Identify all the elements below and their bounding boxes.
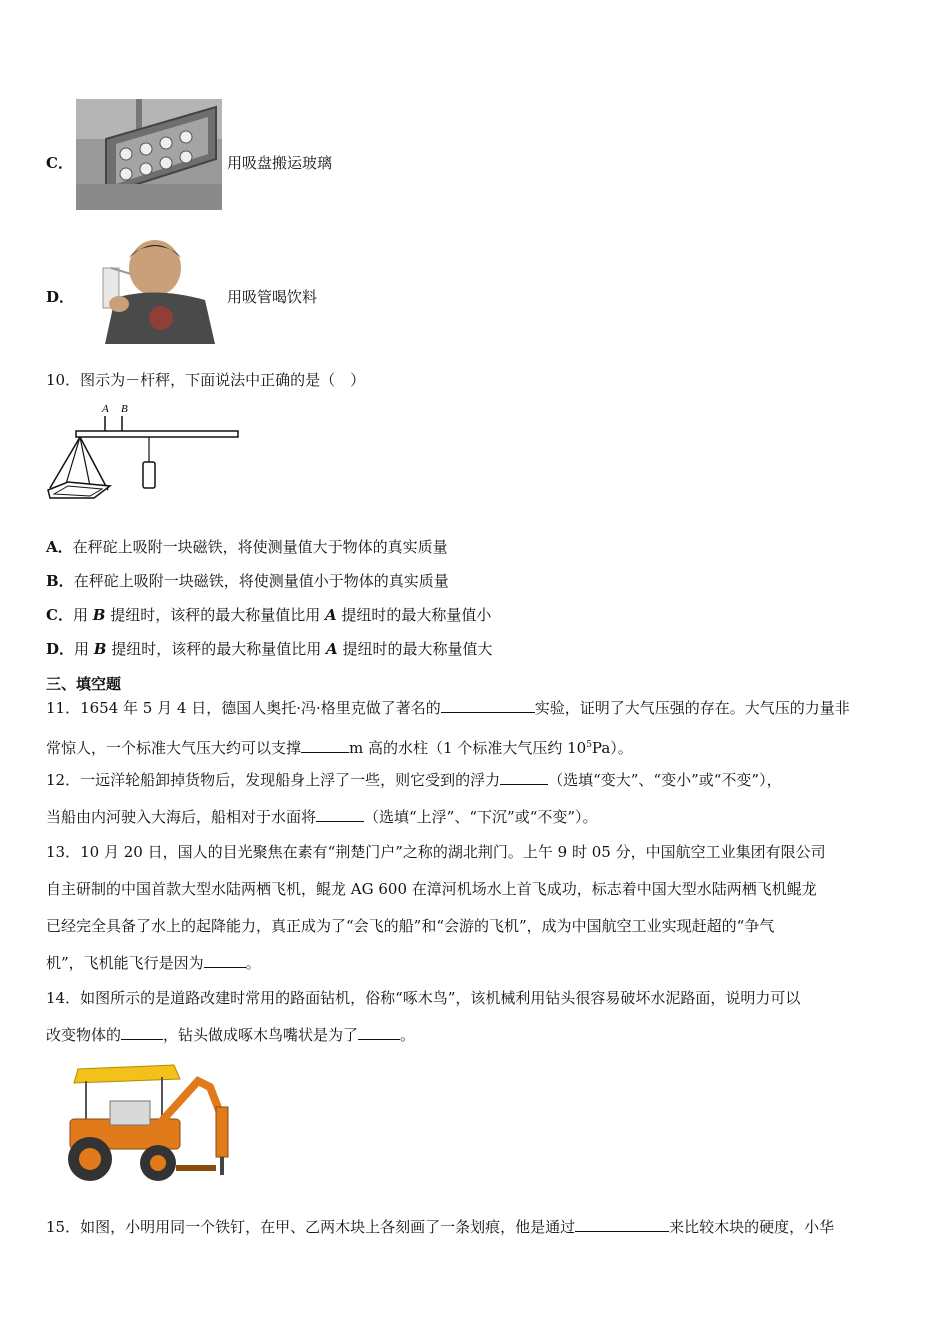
label-b: B — [121, 403, 128, 415]
q12-blank-1[interactable] — [500, 770, 548, 785]
q10-option-a-letter: A． — [46, 538, 73, 556]
q12-line2-a: 当船由内河驶入大海后，船相对于水面将 — [46, 808, 317, 826]
suction-cup-glass-photo — [76, 99, 222, 210]
q11-line1 — [46, 698, 850, 718]
label-a: A — [102, 403, 109, 415]
option-d-letter: D． — [46, 288, 75, 306]
q14-line2-b: ，钻头做成啄木鸟嘴状是为了 — [163, 1026, 359, 1044]
q15-line1-a: 15．如图，小明用同一个铁钉，在甲、乙两木块上各刻画了一条划痕，他是通过 — [46, 1218, 576, 1236]
q11-line2 — [46, 735, 633, 758]
q14-line1: 14．如图所示的是道路改建时常用的路面钻机，俗称“啄木鸟”，该机械利用钻头很容易破坏水泥路面，说明力可以 — [46, 989, 801, 1007]
q10-option-a-text: 在秤砣上吸附一块磁铁，将使测量值大于物体的真实质量 — [72, 538, 448, 556]
q13-line4-a: 机”，飞机能飞行是因为 — [46, 954, 204, 972]
q10-option-d-var1: B — [93, 640, 107, 658]
q15-blank[interactable] — [575, 1217, 669, 1232]
q11-line2-a: 常惊人，一个标准大气压大约可以支撑 — [46, 739, 302, 757]
q13-blank[interactable] — [204, 953, 246, 968]
option-d-caption: 用吸管喝饮料 — [227, 288, 318, 306]
option-c-letter: C． — [46, 154, 73, 172]
q10-option-a — [46, 537, 448, 557]
q10-option-d-post: 提纽时的最大称量值大 — [337, 640, 493, 658]
q10-option-c-mid: 提纽时，该秤的最大称量值比用 — [105, 606, 325, 624]
road-drill-tractor-photo — [50, 1063, 240, 1188]
boy-drinking-straw-photo — [75, 238, 223, 344]
q12-line1-a: 12．一远洋轮船卸掉货物后，发现船身上浮了一些，则它受到的浮力 — [46, 771, 501, 789]
option-c-caption: 用吸盘搬运玻璃 — [227, 154, 333, 172]
q11-blank-1[interactable] — [441, 698, 535, 713]
q15-line1 — [46, 1217, 834, 1237]
steelyard-diagram — [46, 398, 242, 510]
q10-option-c — [46, 605, 491, 625]
q11-line2-c: Pa）。 — [591, 739, 633, 757]
q11-line2-b: m 高的水柱（1 个标准大气压约 10 — [349, 739, 587, 757]
q10-option-d — [46, 639, 492, 659]
q12-line1 — [46, 770, 782, 790]
q12-blank-2[interactable] — [316, 807, 364, 822]
q10-option-c-pre: 用 — [72, 606, 93, 624]
q10-option-b-letter: B． — [46, 572, 74, 590]
q10-option-c-letter: C． — [46, 606, 73, 624]
q14-blank-2[interactable] — [358, 1025, 400, 1040]
q14-line2 — [46, 1025, 415, 1045]
q10-option-d-mid: 提纽时，该秤的最大称量值比用 — [106, 640, 327, 658]
q11-exponent: 5 — [586, 740, 592, 750]
q10-option-b-text: 在秤砣上吸附一块磁铁，将使测量值小于物体的真实质量 — [73, 572, 449, 590]
q10-option-d-letter: D． — [46, 640, 75, 658]
q14-line2-a: 改变物体的 — [46, 1026, 122, 1044]
q11-line1-b: 实验，证明了大气压强的存在。大气压的力量非 — [534, 699, 850, 717]
q10-option-c-post: 提纽时的最大称量值小 — [336, 606, 492, 624]
q10-stem: 10．图示为－杆秤，下面说法中正确的是（ ） — [46, 371, 366, 389]
section-title: 三、填空题 — [46, 675, 122, 693]
q10-option-d-pre: 用 — [74, 640, 94, 658]
q10-option-c-var2: A — [324, 606, 337, 624]
q13-line3: 已经完全具备了水上的起降能力，真正成为了“会飞的船”和“会游的飞机”，成为中国航空工业实现赶超的“争气 — [46, 917, 775, 935]
q15-line1-b: 来比较木块的硬度，小华 — [669, 1218, 835, 1236]
q13-line4-b: 。 — [245, 954, 261, 972]
q12-line2 — [46, 807, 598, 827]
q13-line1: 13．10 月 20 日，国人的目光聚焦在素有“荆楚门户”之称的湖北荆门。上午 9 时 05 分，中国航空工业集团有限公司 — [46, 843, 826, 861]
q13-line4 — [46, 953, 261, 973]
q13-line2: 自主研制的中国首款大型水陆两栖飞机，鲲龙 AG 600 在漳河机场水上首飞成功，标志着中国大型水陆两栖飞机鲲龙 — [46, 880, 817, 898]
q12-line1-b: （选填“变大”、“变小”或“不变”）， — [548, 771, 782, 789]
q11-line1-a: 11．1654 年 5 月 4 日，德国人奥托·冯·格里克做了著名的 — [46, 699, 441, 717]
q14-line2-c: 。 — [400, 1026, 416, 1044]
q14-blank-1[interactable] — [121, 1025, 163, 1040]
q10-option-b — [46, 571, 449, 591]
q10-option-d-var2: A — [326, 640, 338, 658]
q12-line2-b: （选填“上浮”、“下沉”或“不变”）。 — [364, 808, 598, 826]
q10-option-c-var1: B — [92, 606, 106, 624]
q11-blank-2[interactable] — [301, 738, 349, 753]
